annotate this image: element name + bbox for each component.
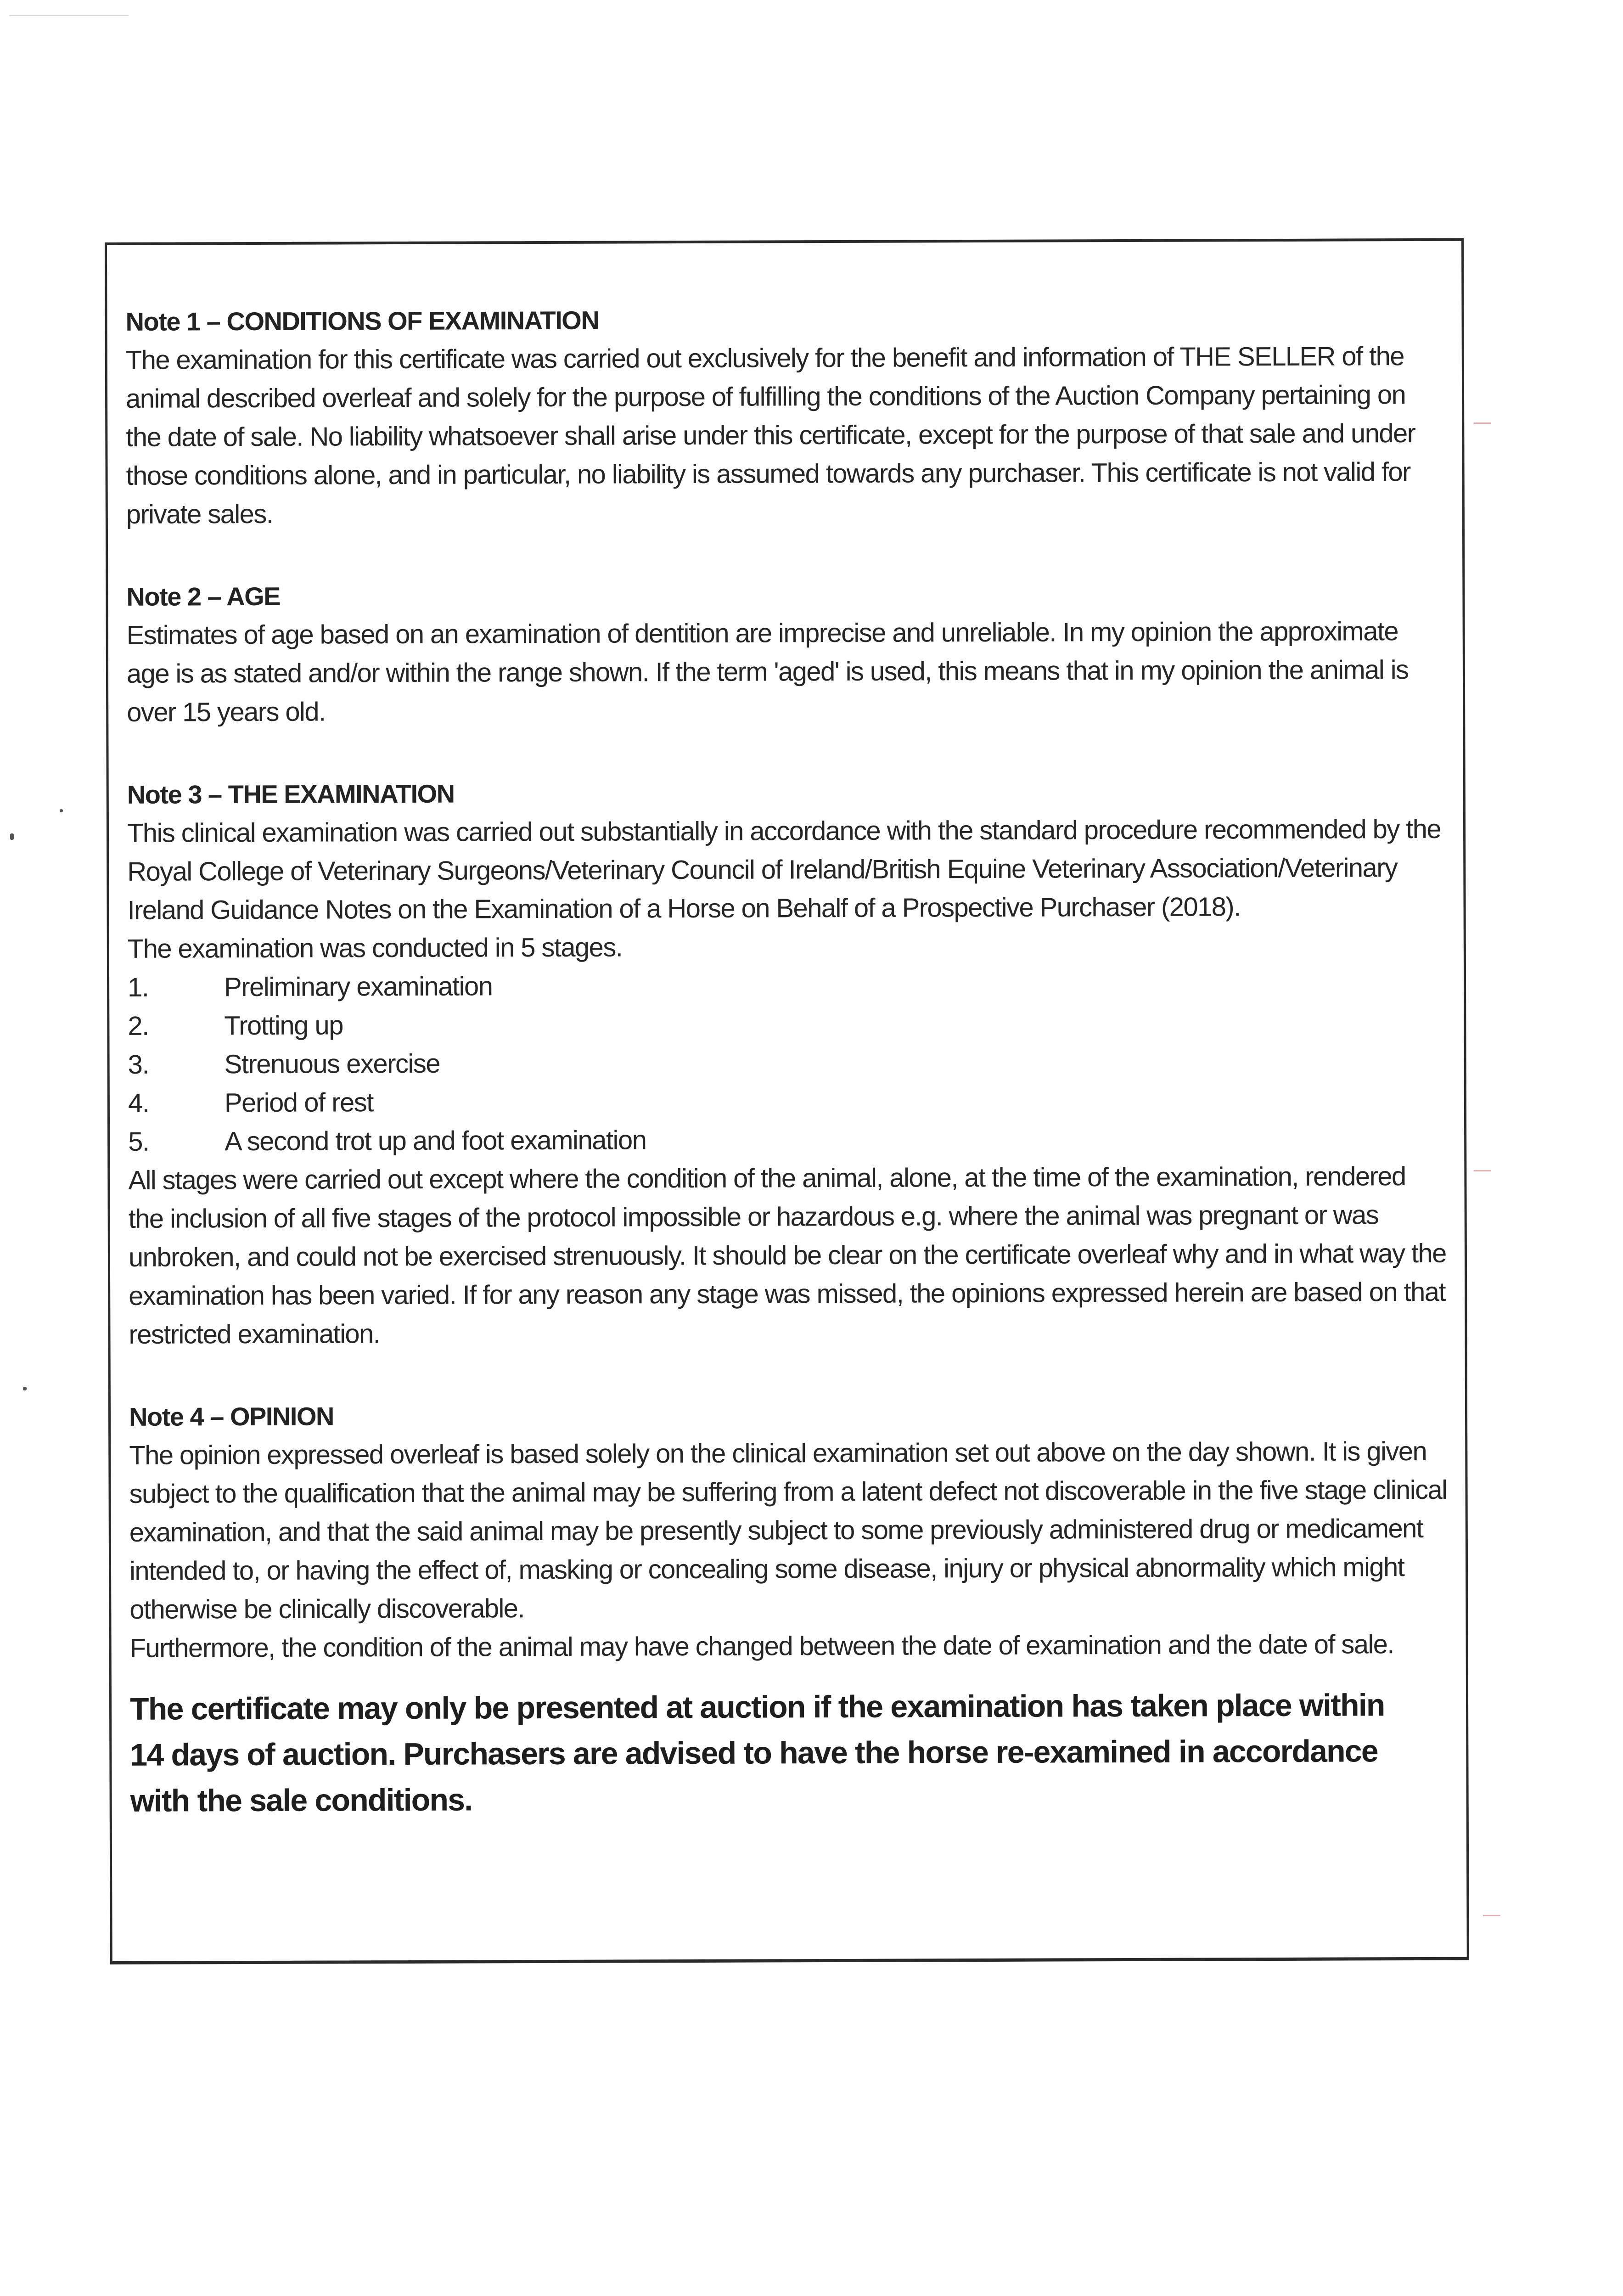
scan-speck (23, 1387, 27, 1390)
note-paragraph: The opinion expressed overleaf is based solely on the clinical examination set out above on the day shown. It is given subject to the qualification that the animal may be suffering from a latent defect not discoverable in the five stage clinical examination, and that the said animal may be presently subject to some previously administered drug or medicament intended to, or having the effect of, masking or concealing some disease, injury or physical abnormality which might otherwise be clinically discoverable. (129, 1436, 1447, 1625)
stage-number: 1. (127, 972, 149, 1002)
margin-tick (1474, 1170, 1491, 1171)
auction-warning: The certificate may only be presented at auction if the examination has taken place within 14 days of auction. Purchasers are advised to have the horse re-examined in accordance with the sale conditions. (129, 1688, 1385, 1818)
stage-label: Strenuous exercise (224, 1048, 440, 1080)
stage-number: 5. (128, 1126, 149, 1157)
margin-tick (1474, 422, 1491, 424)
stage-label: A second trot up and foot examination (225, 1125, 646, 1157)
note-title: Note 1 – CONDITIONS OF EXAMINATION (125, 305, 599, 336)
stage-list (128, 964, 1446, 1161)
note-paragraph: Estimates of age based on an examination of dentition are imprecise and unreliable. In my opinion the approximate age is as stated and/or within the range shown. If the term 'aged' is used, this means that in my opinion the animal is over 15 years old. (126, 616, 1409, 727)
stage-number: 3. (128, 1049, 149, 1080)
note-the-examination (127, 771, 1447, 1354)
note-opinion (129, 1394, 1448, 1668)
stage-item (128, 1119, 1446, 1161)
stage-item (128, 1080, 1446, 1123)
scan-speck (60, 809, 63, 812)
stage-label: Period of rest (224, 1087, 373, 1118)
note-paragraph: The examination for this certificate was carried out exclusively for the benefit and information of THE SELLER of the animal described overleaf and solely for the purpose of fulfilling the conditions of the Auction Company pertaining on the date of sale. No liability whatsoever shall arise under this certificate, except for the purpose of that sale and under those conditions alone, and in particular, no liability is assumed towards any purchaser. This certificate is not valid for private sales. (125, 341, 1415, 529)
stage-item (128, 964, 1445, 1007)
stage-number: 2. (128, 1011, 149, 1041)
notes-frame (105, 238, 1469, 1964)
note-age (126, 574, 1444, 732)
stage-label: Trotting up (224, 1010, 343, 1041)
note-title: Note 3 – THE EXAMINATION (127, 779, 455, 809)
scan-edge-mark (9, 15, 129, 16)
note-paragraph: This clinical examination was carried out substantially in accordance with the standard procedure recommended by the Royal College of Veterinary Surgeons/Veterinary Council of Ireland/British Equine Veterinary Association/Veterinary Ireland Guidance Notes on the Examination of a Horse on Behalf of a Prospective Purchaser (2018). (127, 814, 1441, 925)
margin-tick (1483, 1915, 1500, 1916)
note-paragraph: All stages were carried out except where the condition of the animal, alone, at the time of the examination, rendered the inclusion of all five stages of the protocol impossible or hazardous e.g. where the animal was pregnant or was unbroken, and could not be exercised strenuously. It should be clear on the certificate overleaf why and in what way the examination has been varied. If for any reason any stage was missed, the opinions expressed herein are based on that restricted examination. (128, 1161, 1446, 1350)
stage-item (128, 1041, 1445, 1084)
note-paragraph: Furthermore, the condition of the animal may have changed between the date of examination and the date of sale. (129, 1629, 1394, 1663)
stage-number: 4. (128, 1088, 149, 1118)
note-conditions-of-examination (125, 298, 1444, 534)
stages-intro: The examination was conducted in 5 stages. (127, 932, 623, 964)
note-title: Note 4 – OPINION (129, 1401, 334, 1431)
scan-speck (10, 833, 14, 840)
note-title: Note 2 – AGE (126, 581, 281, 611)
stage-label: Preliminary examination (224, 971, 493, 1002)
stage-item (128, 1003, 1445, 1046)
